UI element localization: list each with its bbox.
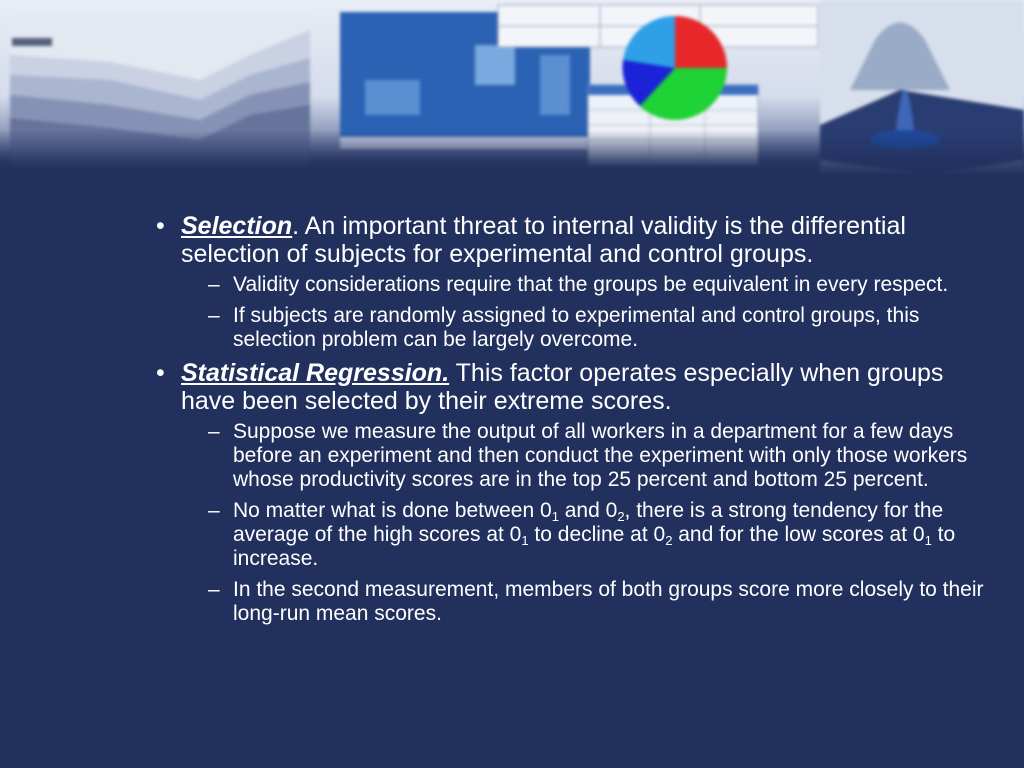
sub-bullet-text: If subjects are randomly assigned to experimental and control groups, this selection problem can be largely overcome.	[233, 304, 920, 351]
dash-symbol: –	[208, 420, 220, 443]
term-selection: Selection	[181, 212, 293, 240]
bullet-text: This factor operates especially when groups have been selected by their extreme scores.	[181, 359, 944, 415]
bullet-statistical-regression	[150, 359, 985, 415]
bullet-text: An important threat to internal validity is the differential selection of subjects for experimental and control groups.	[181, 212, 906, 268]
sub-bullet-equivalence	[150, 273, 985, 297]
sub-bullet-regression-tendency	[150, 499, 985, 571]
term-statistical-regression: Statistical Regression.	[181, 359, 450, 387]
sub-bullet-text: Validity considerations require that the groups be equivalent in every respect.	[233, 273, 949, 296]
dash-symbol: –	[208, 273, 220, 296]
sub-bullet-text: No matter what is done between $0_1$ and $0_2$, there is a strong tendency for the average of the high scores at $0_1$ to decline at $0_2$ and for the low scores at $0_1$ to increase.	[233, 499, 956, 570]
bullet-symbol: •	[156, 212, 165, 240]
dash-symbol: –	[208, 578, 220, 601]
sub-bullet-text: Suppose we measure the output of all workers in a department for a few days before an experiment and then conduct the experiment with only those workers whose productivity scores are in the top 25 percent and bottom 25 percent.	[233, 420, 968, 491]
sub-bullet-random-assignment	[150, 304, 985, 352]
term-punctuation: .	[292, 212, 300, 240]
dash-symbol: –	[208, 499, 220, 522]
sub-bullet-output-measurement	[150, 420, 985, 492]
header-banner-image	[0, 0, 1024, 175]
sub-bullet-text: In the second measurement, members of both groups score more closely to their long-run mean scores.	[233, 578, 984, 625]
sub-bullet-second-measurement	[150, 578, 985, 626]
dash-symbol: –	[208, 304, 220, 327]
pie-chart-graphic	[623, 16, 727, 120]
bullet-selection	[150, 212, 985, 268]
bullet-symbol: •	[156, 359, 165, 387]
slide-body	[150, 212, 985, 633]
